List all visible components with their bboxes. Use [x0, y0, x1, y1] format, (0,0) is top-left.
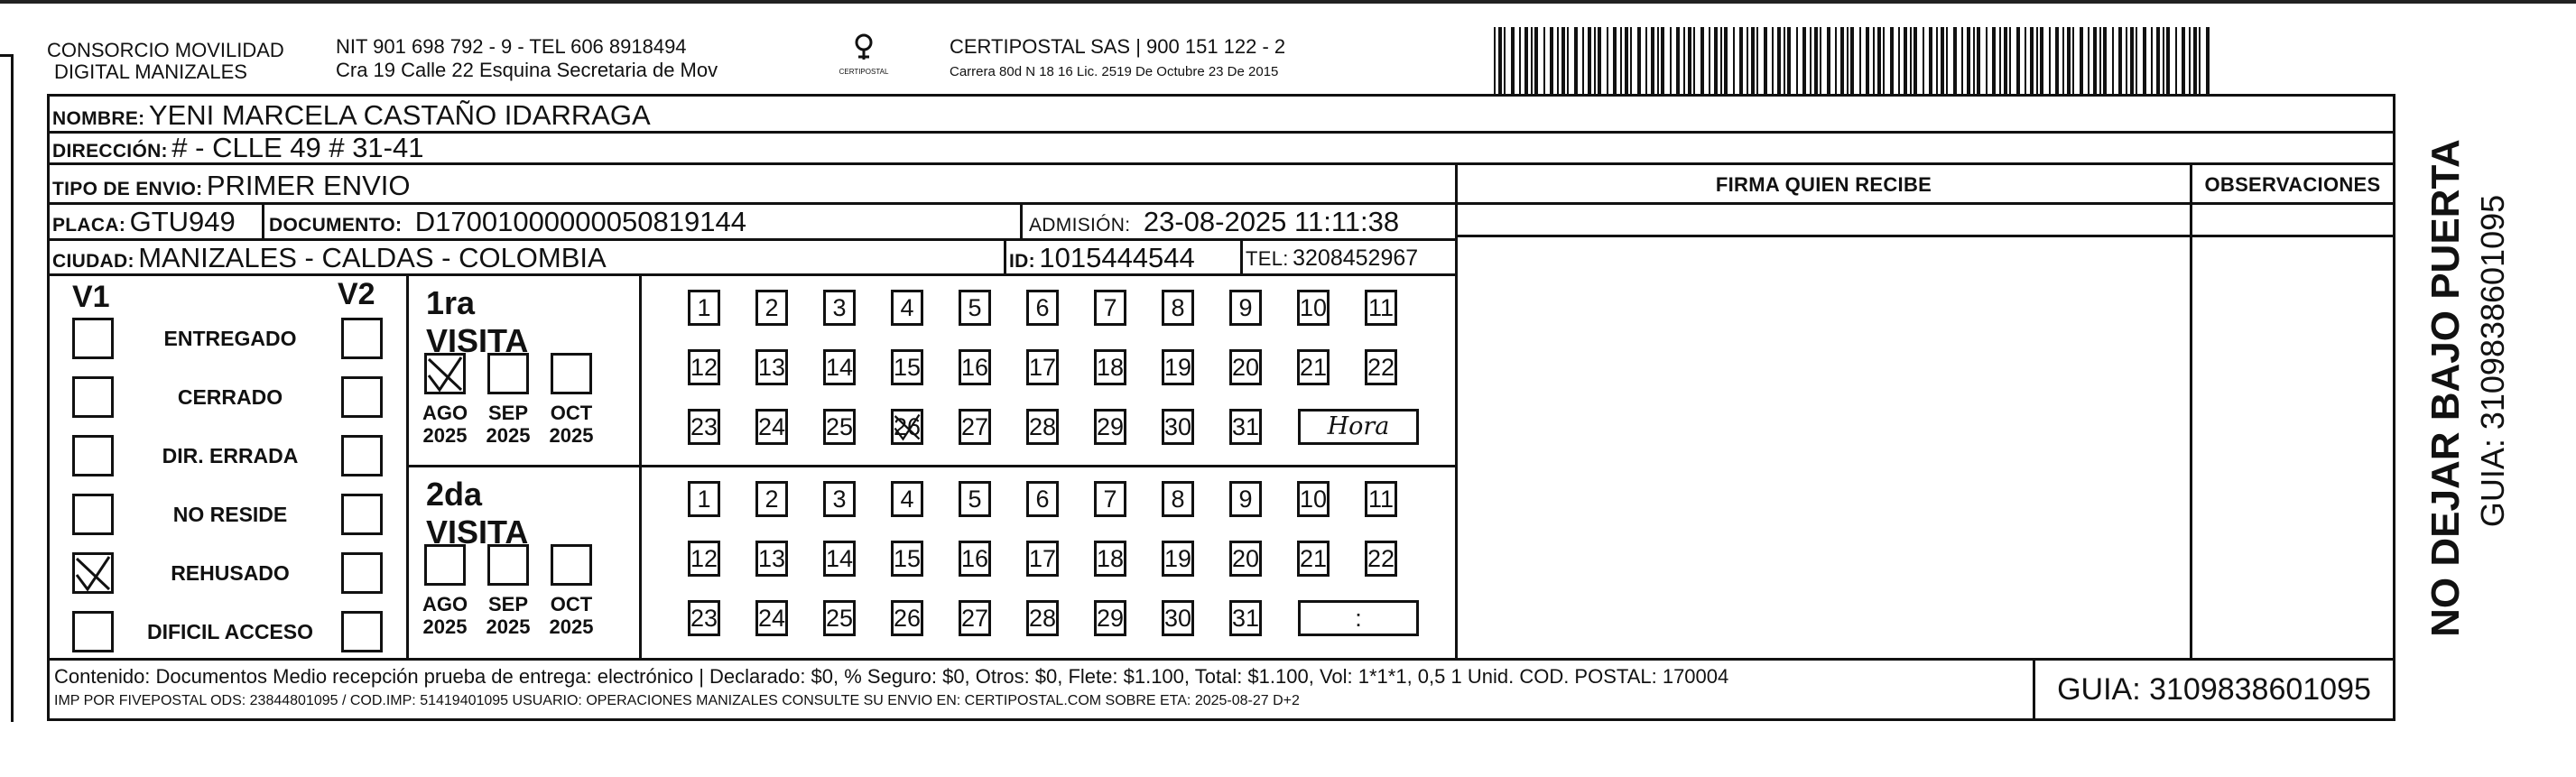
barcode-bar: [1498, 27, 1502, 95]
barcode-bar: [2040, 27, 2043, 95]
barcode-bar: [1835, 27, 1837, 95]
month-checkbox-sep[interactable]: [487, 353, 529, 394]
status-label: CERRADO: [177, 385, 283, 409]
barcode-bar: [1946, 27, 1948, 95]
id-label: ID:: [1009, 251, 1035, 272]
barcode-bar: [1847, 27, 1849, 95]
v2-checkbox-entregado[interactable]: [341, 318, 383, 359]
barcode-bar: [1637, 27, 1641, 95]
v2-checkbox-cerrado[interactable]: [341, 376, 383, 418]
barcode-bar: [1651, 27, 1654, 95]
col-line-observaciones: [2190, 162, 2192, 660]
carrier-line2: Carrera 80d N 18 16 Lic. 2519 De Octubre 23 De 2015: [950, 64, 1279, 79]
barcode-bar: [2099, 27, 2101, 95]
barcode-bar: [1777, 27, 1781, 95]
v2-label: V2: [338, 277, 375, 311]
barcode-bar: [1877, 27, 1881, 95]
barcode-bar: [1756, 27, 1758, 95]
barcode-bar: [2055, 27, 2059, 95]
top-border-line: [0, 0, 2576, 4]
placa-value: GTU949: [129, 206, 236, 237]
day-checkbox[interactable]: 18: [1094, 541, 1126, 577]
barcode-bar: [2067, 27, 2071, 95]
v1-label: V1: [72, 280, 110, 314]
day-checkbox[interactable]: 5: [959, 290, 991, 326]
barcode-bar: [2030, 27, 2034, 95]
direccion-value: # - CLLE 49 # 31-41: [171, 132, 424, 163]
day-checkbox[interactable]: 4: [891, 290, 923, 326]
id-row: [1009, 242, 1195, 274]
v2-checkbox-dir-errada[interactable]: [341, 435, 383, 476]
barcode-bar: [1747, 27, 1748, 95]
barcode-bar: [1936, 27, 1938, 95]
documento-row: [269, 206, 746, 238]
barcode-bar: [1531, 27, 1533, 95]
barcode-bar: [1967, 27, 1970, 95]
barcode-bar: [1961, 27, 1963, 95]
barcode-bar: [2072, 27, 2074, 95]
ciudad-label: CIUDAD:: [52, 251, 134, 272]
barcode-bar: [1840, 27, 1844, 95]
day-checkbox[interactable]: 7: [1094, 481, 1126, 517]
placa-label: PLACA:: [52, 215, 126, 236]
barcode-bar: [2151, 27, 2153, 95]
visit-title: 2da VISITA: [426, 476, 529, 550]
barcode-bar: [1693, 27, 1695, 95]
day-checkbox[interactable]: 15: [891, 349, 923, 385]
barcode-bar: [1999, 27, 2001, 95]
barcode-bar: [1820, 27, 1821, 95]
day-checkbox[interactable]: 3: [823, 481, 856, 517]
barcode-bar: [1557, 27, 1559, 95]
time-box[interactable]: Hora: [1298, 409, 1419, 445]
barcode-bar: [1550, 27, 1553, 95]
barcode-bar: [2163, 27, 2164, 95]
day-checkbox[interactable]: 22: [1365, 541, 1397, 577]
barcode-bar: [1929, 27, 1932, 95]
barcode-bar: [1709, 27, 1710, 95]
barcode-bar: [1714, 27, 1718, 95]
day-checkbox[interactable]: 19: [1162, 541, 1194, 577]
firma-header: FIRMA QUIEN RECIBE: [1715, 173, 1932, 196]
barcode-bar: [2130, 27, 2134, 95]
day-checkbox[interactable]: 30: [1162, 409, 1194, 445]
month-checkbox-ago[interactable]: [424, 353, 466, 394]
month-checkbox-oct[interactable]: [551, 544, 592, 586]
status-label: ENTREGADO: [163, 327, 297, 350]
day-checkbox[interactable]: 27: [959, 409, 991, 445]
day-checkbox[interactable]: 29: [1094, 409, 1126, 445]
v1-checkbox-dificil-acceso[interactable]: [72, 611, 114, 652]
company-name-line2: DIGITAL MANIZALES: [54, 60, 247, 83]
barcode-bar: [1953, 27, 1957, 95]
day-checkbox[interactable]: 30: [1162, 600, 1194, 636]
v1-checkbox-entregado[interactable]: [72, 318, 114, 359]
col-line-tel: [1240, 238, 1243, 274]
row-line-4: [47, 238, 1457, 241]
barcode-bar: [1890, 27, 1894, 95]
barcode-bar: [1598, 27, 1601, 95]
month-label: AGO 2025: [422, 593, 468, 638]
day-checkbox[interactable]: 8: [1162, 481, 1194, 517]
day-checkbox[interactable]: 23: [688, 409, 720, 445]
barcode-bar: [1992, 27, 1996, 95]
admision-value: 23-08-2025 11:11:38: [1143, 206, 1400, 237]
month-checkbox-ago[interactable]: [424, 544, 466, 586]
side-notice: NO DEJAR BAJO PUERTA: [2423, 139, 2468, 637]
barcode-bar: [1724, 27, 1728, 95]
barcode-bar: [1720, 27, 1722, 95]
month-label: SEP 2025: [486, 402, 531, 447]
barcode-bar: [2143, 27, 2146, 95]
barcode-bar: [1511, 27, 1515, 95]
day-checkbox[interactable]: 2: [755, 481, 788, 517]
barcode-bar: [1977, 27, 1980, 95]
barcode-bar: [1904, 27, 1907, 95]
company-name-line1: CONSORCIO MOVILIDAD: [47, 39, 284, 61]
documento-value: D17001000000050819144: [414, 206, 746, 237]
barcode-bar: [1866, 27, 1869, 95]
barcode-bar: [2103, 27, 2107, 95]
day-checkbox[interactable]: 5: [959, 481, 991, 517]
day-checkbox[interactable]: 11: [1365, 290, 1397, 326]
side-guia: GUIA: 3109838601095: [2474, 194, 2511, 528]
day-checkbox[interactable]: 31: [1229, 409, 1262, 445]
barcode-bar: [2036, 27, 2038, 95]
barcode-bar: [1524, 27, 1528, 95]
barcode-bar: [1910, 27, 1912, 95]
barcode-bar: [1543, 27, 1545, 95]
barcode-bar: [1670, 27, 1672, 95]
barcode-bar: [2126, 27, 2127, 95]
v2-checkbox-dificil-acceso[interactable]: [341, 611, 383, 652]
barcode-bar: [1683, 27, 1685, 95]
day-checkbox[interactable]: 16: [959, 349, 991, 385]
barcode-bar: [1898, 27, 1900, 95]
day-checkbox[interactable]: 15: [891, 541, 923, 577]
visit-title: 1ra VISITA: [426, 284, 529, 359]
col-line-status: [406, 273, 409, 659]
barcode-bar: [2062, 27, 2064, 95]
barcode-bar: [1796, 27, 1798, 95]
tel-row: [1246, 245, 1418, 272]
barcode-bar: [1588, 27, 1591, 95]
day-checkbox[interactable]: 17: [1026, 541, 1059, 577]
ciudad-value: MANIZALES - CALDAS - COLOMBIA: [138, 242, 607, 273]
barcode-bar: [1913, 27, 1917, 95]
barcode-bar: [1630, 27, 1632, 95]
barcode-bar: [1751, 27, 1755, 95]
barcode-bar: [1973, 27, 1975, 95]
barcode-bar: [1772, 27, 1774, 95]
tipo-envio-row: [52, 170, 411, 202]
day-checkbox[interactable]: 26: [891, 600, 923, 636]
v1-checkbox-rehusado[interactable]: [72, 552, 114, 594]
v1-checkbox-dir-errada[interactable]: [72, 435, 114, 476]
check-mark-icon: [75, 555, 111, 591]
ciudad-row: [52, 242, 607, 274]
month-label: SEP 2025: [486, 593, 531, 638]
barcode-bar: [2049, 27, 2051, 95]
barcode-bar: [1859, 27, 1861, 95]
carrier-line1: CERTIPOSTAL SAS | 900 151 122 - 2: [950, 35, 1286, 58]
barcode-bar: [2088, 27, 2090, 95]
col-line-placa: [262, 202, 264, 239]
day-checkbox[interactable]: 20: [1229, 349, 1262, 385]
barcode-bar: [1941, 27, 1944, 95]
month-label: OCT 2025: [549, 402, 594, 447]
barcode-bar: [2156, 27, 2160, 95]
status-label: DIR. ERRADA: [162, 444, 299, 467]
day-checkbox[interactable]: 22: [1365, 349, 1397, 385]
day-checkbox[interactable]: 2: [755, 290, 788, 326]
col-line-days: [639, 273, 642, 659]
admision-label: ADMISIÓN:: [1029, 215, 1131, 236]
nit-line2: Cra 19 Calle 22 Esquina Secretaria de Mov: [336, 59, 718, 81]
month-checkbox-oct[interactable]: [551, 353, 592, 394]
barcode-bar: [2182, 27, 2185, 95]
barcode-bar: [2112, 27, 2114, 95]
row-line-3: [47, 202, 2395, 205]
day-checkbox[interactable]: 9: [1229, 290, 1262, 326]
barcode-bar: [1873, 27, 1875, 95]
footer-line: [47, 658, 2395, 661]
day-checkbox[interactable]: 24: [755, 409, 788, 445]
documento-label: DOCUMENTO:: [269, 215, 403, 236]
barcode-bar: [2199, 27, 2201, 95]
barcode-bar: [2025, 27, 2026, 95]
barcode-bar: [2093, 27, 2097, 95]
day-checkbox[interactable]: 12: [688, 349, 720, 385]
day-checkbox[interactable]: 23: [688, 600, 720, 636]
barcode-bar: [1923, 27, 1924, 95]
day-checkbox[interactable]: 19: [1162, 349, 1194, 385]
barcode-bar: [1802, 27, 1806, 95]
barcode-bar: [1494, 27, 1496, 95]
day-checkbox[interactable]: 8: [1162, 290, 1194, 326]
barcode-bar: [2080, 27, 2083, 95]
day-checkbox[interactable]: 9: [1229, 481, 1262, 517]
logo-text: CERTIPOSTAL: [839, 68, 889, 76]
barcode-bar: [1625, 27, 1628, 95]
barcode-bar: [1574, 27, 1578, 95]
barcode-bar: [2189, 27, 2191, 95]
barcode-bar: [1883, 27, 1885, 95]
time-box[interactable]: :: [1298, 600, 1419, 636]
barcode-bar: [2118, 27, 2122, 95]
v2-checkbox-rehusado[interactable]: [341, 552, 383, 594]
observaciones-header: OBSERVACIONES: [2204, 173, 2381, 196]
day-checkbox[interactable]: 14: [823, 349, 856, 385]
barcode-bar: [1534, 27, 1538, 95]
barcode-bar: [1814, 27, 1818, 95]
month-checkbox-sep[interactable]: [487, 544, 529, 586]
day-checkbox[interactable]: 21: [1297, 541, 1330, 577]
nombre-row: [52, 99, 651, 132]
status-label: REHUSADO: [171, 561, 290, 585]
barcode-bar: [2136, 27, 2137, 95]
row-line-6: [1455, 235, 2395, 237]
barcode-bar: [1561, 27, 1565, 95]
day-checkbox[interactable]: 13: [755, 349, 788, 385]
nit-line1: NIT 901 698 792 - 9 - TEL 606 8918494: [336, 35, 687, 58]
day-checkbox[interactable]: 1: [688, 290, 720, 326]
barcode-bar: [1567, 27, 1569, 95]
day-checkbox[interactable]: 26: [891, 409, 923, 445]
barcode-bar: [1810, 27, 1812, 95]
status-label: NO RESIDE: [172, 503, 288, 526]
barcode-bar: [1784, 27, 1785, 95]
day-checkbox[interactable]: 29: [1094, 600, 1126, 636]
day-checkbox[interactable]: 25: [823, 409, 856, 445]
v2-checkbox-no-reside[interactable]: [341, 494, 383, 535]
day-checkbox[interactable]: 6: [1026, 481, 1059, 517]
v1-checkbox-cerrado[interactable]: [72, 376, 114, 418]
day-checkbox[interactable]: 21: [1297, 349, 1330, 385]
day-checkbox[interactable]: 10: [1297, 290, 1330, 326]
month-label: OCT 2025: [549, 593, 594, 638]
nombre-value: YENI MARCELA CASTAÑO IDARRAGA: [148, 99, 651, 131]
day-checkbox[interactable]: 1: [688, 481, 720, 517]
barcode-bar: [1613, 27, 1617, 95]
barcode-bar: [2004, 27, 2007, 95]
barcode-bar: [1645, 27, 1647, 95]
tipo-envio-value: PRIMER ENVIO: [206, 170, 411, 201]
day-checkbox[interactable]: 20: [1229, 541, 1262, 577]
barcode-bar: [1620, 27, 1622, 95]
day-checkbox[interactable]: 14: [823, 541, 856, 577]
footer-imp: IMP POR FIVEPOSTAL ODS: 23844801095 / COD.IMP: 51419401095 USUARIO: OPERACIONES MANIZALES CONSULTE SU ENVIO EN: CERTIPOSTAL.COM SOBRE ETA: 2025-08-27 D+2: [54, 693, 1300, 708]
barcode-bar: [2166, 27, 2170, 95]
barcode-bar: [1700, 27, 1704, 95]
barcode-bar: [2193, 27, 2197, 95]
barcode-bar: [2175, 27, 2177, 95]
day-checkbox[interactable]: 4: [891, 481, 923, 517]
day-checkbox[interactable]: 12: [688, 541, 720, 577]
day-checkbox[interactable]: 31: [1229, 600, 1262, 636]
day-checkbox[interactable]: 7: [1094, 290, 1126, 326]
barcode-bar: [1657, 27, 1659, 95]
col-line-right-section: [1455, 162, 1458, 660]
barcode-bar: [1986, 27, 1988, 95]
nombre-label: NOMBRE:: [52, 108, 145, 129]
day-checkbox[interactable]: 24: [755, 600, 788, 636]
month-label: AGO 2025: [422, 402, 468, 447]
status-label: DIFICIL ACCESO: [146, 620, 313, 643]
certipostal-logo: [832, 32, 895, 83]
col-line-id: [1004, 238, 1006, 274]
barcode-bar: [2016, 27, 2020, 95]
barcode-bar: [1607, 27, 1608, 95]
left-margin-line: [11, 54, 14, 722]
barcode-bar: [1582, 27, 1584, 95]
col-line-admision: [1020, 202, 1023, 239]
day-checkbox[interactable]: 27: [959, 600, 991, 636]
day-checkbox[interactable]: 13: [755, 541, 788, 577]
barcode: [1494, 27, 2216, 95]
day-checkbox[interactable]: 18: [1094, 349, 1126, 385]
check-mark-icon: [427, 356, 463, 392]
check-mark-icon: [894, 412, 921, 442]
day-checkbox[interactable]: 16: [959, 541, 991, 577]
logo-mark-icon: [850, 32, 877, 63]
day-checkbox[interactable]: 3: [823, 290, 856, 326]
tel-value: 3208452967: [1293, 245, 1419, 271]
barcode-bar: [1661, 27, 1664, 95]
barcode-bar: [1688, 27, 1691, 95]
direccion-label: DIRECCIÓN:: [52, 141, 168, 162]
barcode-bar: [2206, 27, 2210, 95]
tel-label: TEL:: [1246, 247, 1289, 270]
day-checkbox[interactable]: 28: [1026, 600, 1059, 636]
tipo-envio-label: TIPO DE ENVIO:: [52, 179, 203, 199]
barcode-bar: [1739, 27, 1743, 95]
barcode-bar: [1827, 27, 1830, 95]
footer-contenido: Contenido: Documentos Medio recepción prueba de entrega: electrónico | Declarado: $0, % Seguro: $0, Otros: $0, Flete: $1.100, Total: $1.100, Vol: 1*1*1, 0,5 1 Unid. COD. POSTAL: 170004: [54, 665, 1729, 688]
barcode-bar: [1676, 27, 1680, 95]
barcode-bar: [2009, 27, 2011, 95]
day-checkbox[interactable]: 28: [1026, 409, 1059, 445]
id-value: 1015444544: [1039, 242, 1195, 273]
barcode-bar: [1519, 27, 1521, 95]
footer-guia: GUIA: 3109838601095: [2057, 672, 2371, 707]
barcode-bar: [1764, 27, 1767, 95]
v1-checkbox-no-reside[interactable]: [72, 494, 114, 535]
barcode-bar: [1504, 27, 1506, 95]
day-checkbox[interactable]: 25: [823, 600, 856, 636]
barcode-bar: [1733, 27, 1735, 95]
day-checkbox[interactable]: 6: [1026, 290, 1059, 326]
barcode-bar: [1850, 27, 1854, 95]
day-checkbox[interactable]: 11: [1365, 481, 1397, 517]
visit-separator: [406, 465, 1457, 467]
admision-row: [1029, 206, 1399, 238]
barcode-bar: [1787, 27, 1791, 95]
barcode-bar: [1594, 27, 1596, 95]
day-checkbox[interactable]: 17: [1026, 349, 1059, 385]
direccion-row: [52, 132, 423, 164]
placa-row: [52, 206, 236, 238]
day-checkbox[interactable]: 10: [1297, 481, 1330, 517]
